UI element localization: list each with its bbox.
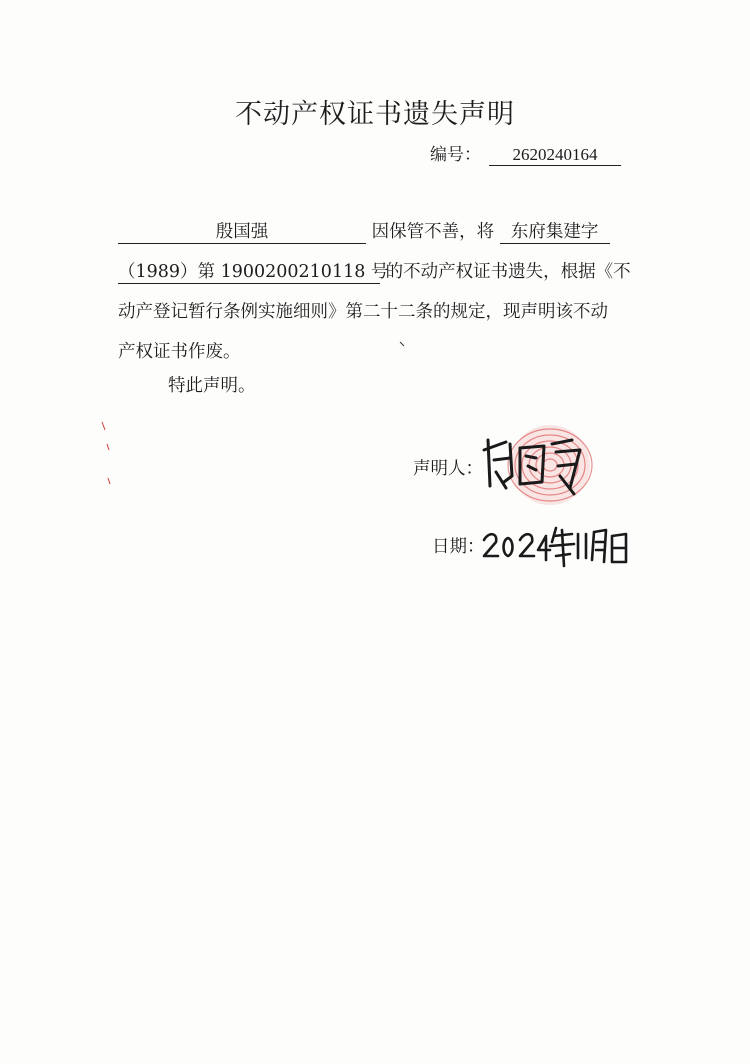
declarant-name: 殷国强 [118, 218, 366, 244]
declarant-label: 声明人： [413, 459, 483, 479]
certificate-number: （1989）第 1900200210118 号 [118, 258, 380, 284]
document-number [430, 140, 621, 166]
document-title: 不动产权证书遗失声明 [235, 99, 515, 130]
stray-marks [98, 420, 118, 490]
handwritten-date [480, 518, 630, 570]
ink-speck [398, 340, 408, 350]
handwritten-signature [476, 430, 586, 500]
paragraph-line-1 [118, 218, 610, 244]
number-label: 编号： [430, 145, 481, 165]
certificate-prefix: 东府集建字 [500, 218, 610, 244]
number-value: 2620240164 [489, 145, 621, 166]
paragraph-line-2 [118, 258, 631, 284]
closing-text: 特此声明。 [168, 376, 256, 396]
paragraph-line-4: 产权证书作废。 [118, 342, 241, 362]
date-label: 日期： [432, 537, 485, 557]
reason-text: 因保管不善，将 [371, 222, 495, 242]
loss-text: 的不动产权证书遗失，根据《不 [385, 262, 631, 282]
paragraph-line-3: 动产登记暂行条例实施细则》第二十二条的规定，现声明该不动 [118, 302, 608, 322]
